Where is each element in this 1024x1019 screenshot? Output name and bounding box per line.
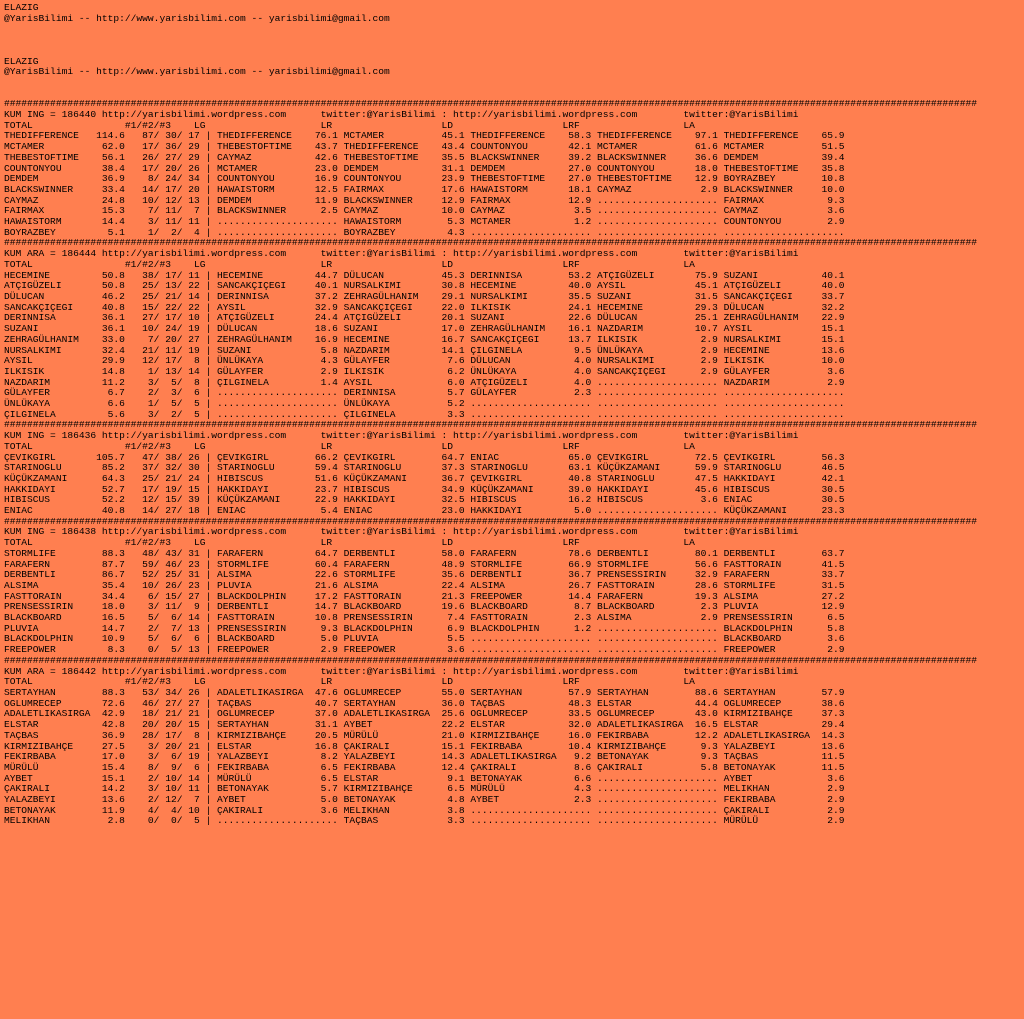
table-row: AYSIL 29.9 12/ 17/ 8 | ÜNLÜKAYA 4.3 GÜLAYFER 7.6 DÜLUCAN 4.0 NURSALKIMI 2.9 ILKISIK 10.0 <box>4 355 845 367</box>
table-row: TAÇBAS 36.9 28/ 17/ 8 | KIRMIZIBAHÇE 20.5 MÜRÜLÜ 21.0 KIRMIZIBAHÇE 16.0 FEKIRBABA 12.2 ADALETLIKASIRGA 14.3 <box>4 729 845 741</box>
table-row: DÜLUCAN 46.2 25/ 21/ 14 | DERINNISA 37.2 ZEHRAGÜLHANIM 29.1 NURSALKIMI 35.5 SUZANI 31.5 SANCAKÇIÇEGI 33.7 <box>4 290 845 302</box>
table-row: FEKIRBABA 17.0 3/ 6/ 19 | YALAZBEYI 8.2 YALAZBEYI 14.3 ADALETLIKASIRGA 9.2 BETONAYAK 9.3 TAÇBAS 11.5 <box>4 751 845 763</box>
table-row: FAIRMAX 15.3 7/ 11/ 7 | BLACKSWINNER 2.5 CAYMAZ 10.0 CAYMAZ 3.5 ..................... CAYMAZ 3.6 <box>4 205 845 217</box>
column-header: TOTAL #1/#2/#3 LG LR LD LRF LA <box>4 440 695 452</box>
table-row: THEDIFFERENCE 114.6 87/ 30/ 17 | THEDIFFERENCE 76.1 MCTAMER 45.1 THEDIFFERENCE 58.3 THEDIFFERENCE 97.1 THEDIFFERENCE 65.9 <box>4 130 845 142</box>
table-row: FARAFERN 87.7 59/ 46/ 23 | STORMLIFE 60.4 FARAFERN 48.9 STORMLIFE 66.9 STORMLIFE 56.6 FASTTORAIN 41.5 <box>4 558 845 570</box>
table-row: ÇEVIKGIRL 105.7 47/ 38/ 26 | ÇEVIKGIRL 66.2 ÇEVIKGIRL 64.7 ENIAC 65.0 ÇEVIKGIRL 72.5 ÇEVIKGIRL 56.3 <box>4 451 845 463</box>
table-row: YALAZBEYI 13.6 2/ 12/ 7 | AYBET 5.0 BETONAYAK 4.8 AYBET 2.3 ..................... FEKIRBABA 2.9 <box>4 794 845 806</box>
table-row: THEBESTOFTIME 56.1 26/ 27/ 29 | CAYMAZ 42.6 THEBESTOFTIME 35.5 BLACKSWINNER 39.2 BLACKSWINNER 36.6 DEMDEM 39.4 <box>4 151 845 163</box>
table-row: ATÇIGÜZELI 50.8 25/ 13/ 22 | SANCAKÇIÇEGI 40.1 NURSALKIMI 30.8 HECEMINE 40.0 AYSIL 45.1 ATÇIGÜZELI 40.0 <box>4 280 845 292</box>
race-title: KUM ING = 186436 http://yarisbilimi.wordpress.com twitter:@YarisBilimi : http://yarisbilimi.wordpress.com twitter:@YarisBilimi <box>4 430 799 442</box>
table-row: GÜLAYFER 6.7 2/ 3/ 6 | ..................... DERINNISA 5.7 GÜLAYFER 2.3 ..................... ..................... <box>4 387 845 399</box>
race-title: KUM ING = 186440 http://yarisbilimi.wordpress.com twitter:@YarisBilimi : http://yarisbilimi.wordpress.com twitter:@YarisBilimi <box>4 109 799 121</box>
table-row: MÜRÜLÜ 15.4 8/ 9/ 6 | FEKIRBABA 6.5 FEKIRBABA 12.4 ÇAKIRALI 8.6 ÇAKIRALI 5.8 BETONAYAK 11.5 <box>4 761 845 773</box>
table-row: DERBENTLI 86.7 52/ 25/ 31 | ALSIMA 22.6 STORMLIFE 35.6 DERBENTLI 36.7 PRENSESSIRIN 32.9 FARAFERN 33.7 <box>4 569 845 581</box>
column-header: TOTAL #1/#2/#3 LG LR LD LRF LA <box>4 258 695 270</box>
table-row: FASTTORAIN 34.4 6/ 15/ 27 | BLACKDOLPHIN 17.2 FASTTORAIN 21.3 FREEPOWER 14.4 FARAFERN 19.3 ALSIMA 27.2 <box>4 590 845 602</box>
section-separator: ######################################################################################################################################################################### <box>4 654 977 666</box>
section-separator: ######################################################################################################################################################################### <box>4 98 977 110</box>
table-row: ELSTAR 42.8 20/ 20/ 15 | SERTAYHAN 31.1 AYBET 22.2 ELSTAR 32.0 ADALETLIKASIRGA 16.5 ELSTAR 29.4 <box>4 719 845 731</box>
table-row: HAKKIDAYI 52.7 17/ 19/ 15 | HAKKIDAYI 23.7 HIBISCUS 34.9 KÜÇÜKZAMANI 39.0 HAKKIDAYI 45.6 HIBISCUS 30.5 <box>4 483 845 495</box>
table-row: ÇILGINELA 5.6 3/ 2/ 5 | ..................... ÇILGINELA 3.3 ..................... ..................... ..................... <box>4 408 845 420</box>
table-row: KÜÇÜKZAMANI 64.3 25/ 21/ 24 | HIBISCUS 51.6 KÜÇÜKZAMANI 36.7 ÇEVIKGIRL 40.8 STARINOGLU 47.5 HAKKIDAYI 42.1 <box>4 472 845 484</box>
section-separator: ######################################################################################################################################################################### <box>4 419 977 431</box>
header-line: @YarisBilimi -- http://www.yarisbilimi.com -- yarisbilimi@gmail.com <box>4 12 390 24</box>
table-row: CAYMAZ 24.8 10/ 12/ 13 | DEMDEM 11.9 BLACKSWINNER 12.9 FAIRMAX 12.9 ..................... FAIRMAX 9.3 <box>4 194 845 206</box>
table-row: ZEHRAGÜLHANIM 33.0 7/ 20/ 27 | ZEHRAGÜLHANIM 16.9 HECEMINE 16.7 SANCAKÇIÇEGI 13.7 ILKISIK 2.9 NURSALKIMI 15.1 <box>4 333 845 345</box>
table-row: BLACKDOLPHIN 10.9 5/ 6/ 6 | BLACKBOARD 5.0 PLUVIA 5.5 ..................... ..................... BLACKBOARD 3.6 <box>4 633 845 645</box>
table-row: SERTAYHAN 88.3 53/ 34/ 26 | ADALETLIKASIRGA 47.6 OGLUMRECEP 55.0 SERTAYHAN 57.9 SERTAYHAN 88.6 SERTAYHAN 57.9 <box>4 687 845 698</box>
table-row: STORMLIFE 88.3 48/ 43/ 31 | FARAFERN 64.7 DERBENTLI 58.0 FARAFERN 78.6 DERBENTLI 80.1 DERBENTLI 63.7 <box>4 547 845 559</box>
table-row: FREEPOWER 8.3 0/ 5/ 13 | FREEPOWER 2.9 FREEPOWER 3.6 ..................... ..................... FREEPOWER 2.9 <box>4 644 845 656</box>
table-row: HECEMINE 50.8 38/ 17/ 11 | HECEMINE 44.7 DÜLUCAN 45.3 DERINNISA 53.2 ATÇIGÜZELI 75.9 SUZANI 40.1 <box>4 269 845 281</box>
table-row: ÇAKIRALI 14.2 3/ 10/ 11 | BETONAYAK 5.7 KIRMIZIBAHÇE 6.5 MÜRÜLÜ 4.3 ..................... MELIKHAN 2.9 <box>4 783 845 795</box>
column-header: TOTAL #1/#2/#3 LG LR LD LRF LA <box>4 119 695 131</box>
table-row: ALSIMA 35.4 10/ 26/ 23 | PLUVIA 21.6 ALSIMA 22.4 ALSIMA 26.7 FASTTORAIN 28.6 STORMLIFE 31.5 <box>4 579 845 591</box>
header-line: ELAZIG <box>4 2 39 13</box>
table-row: BLACKBOARD 16.5 5/ 6/ 14 | FASTTORAIN 10.8 PRENSESSIRIN 7.4 FASTTORAIN 2.3 ALSIMA 2.9 PRENSESSIRIN 6.5 <box>4 612 845 624</box>
table-row: STARINOGLU 85.2 37/ 32/ 30 | STARINOGLU 59.4 STARINOGLU 37.3 STARINOGLU 63.1 KÜÇÜKZAMANI 59.9 STARINOGLU 46.5 <box>4 462 845 474</box>
table-row: NURSALKIMI 32.4 21/ 11/ 19 | SUZANI 5.8 NAZDARIM 14.1 ÇILGINELA 9.5 ÜNLÜKAYA 2.9 HECEMINE 13.6 <box>4 344 845 356</box>
table-row: MCTAMER 62.0 17/ 36/ 29 | THEBESTOFTIME 43.7 THEDIFFERENCE 43.4 COUNTONYOU 42.1 MCTAMER 61.6 MCTAMER 51.5 <box>4 141 845 153</box>
header-line: @YarisBilimi -- http://www.yarisbilimi.com -- yarisbilimi@gmail.com <box>4 66 390 78</box>
table-row: MELIKHAN 2.8 0/ 0/ 5 | ..................... TAÇBAS 3.3 ..................... ..................... MÜRÜLÜ 2.9 <box>4 815 845 827</box>
table-row: KIRMIZIBAHÇE 27.5 3/ 20/ 21 | ELSTAR 16.8 ÇAKIRALI 15.1 FEKIRBABA 10.4 KIRMIZIBAHÇE 9.3 YALAZBEYI 13.6 <box>4 740 845 752</box>
table-row: ILKISIK 14.8 1/ 13/ 14 | GÜLAYFER 2.9 ILKISIK 6.2 ÜNLÜKAYA 4.0 SANCAKÇIÇEGI 2.9 GÜLAYFER 3.6 <box>4 365 845 377</box>
table-row: SANCAKÇIÇEGI 40.8 15/ 22/ 22 | AYSIL 32.9 SANCAKÇIÇEGI 22.0 ILKISIK 24.1 HECEMINE 29.3 DÜLUCAN 32.2 <box>4 301 845 313</box>
table-row: OGLUMRECEP 72.6 46/ 27/ 27 | TAÇBAS 40.7 SERTAYHAN 36.0 TAÇBAS 48.3 ELSTAR 44.4 OGLUMRECEP 38.6 <box>4 697 845 709</box>
table-row: HAWAISTORM 14.4 3/ 11/ 11 | ..................... HAWAISTORM 5.3 MCTAMER 1.2 ..................... COUNTONYOU 2.9 <box>4 216 845 228</box>
table-row: ADALETLIKASIRGA 42.9 18/ 21/ 21 | OGLUMRECEP 37.0 ADALETLIKASIRGA 25.6 OGLUMRECEP 33.5 OGLUMRECEP 43.0 KIRMIZIBAHÇE 37.3 <box>4 708 845 720</box>
race-title: KUM ING = 186438 http://yarisbilimi.wordpress.com twitter:@YarisBilimi : http://yarisbilimi.wordpress.com twitter:@YarisBilimi <box>4 526 799 538</box>
column-header: TOTAL #1/#2/#3 LG LR LD LRF LA <box>4 537 695 549</box>
table-row: BOYRAZBEY 5.1 1/ 2/ 4 | ..................... BOYRAZBEY 4.3 ..................... ..................... ..................... <box>4 226 845 238</box>
header-line: ELAZIG <box>4 55 39 67</box>
table-row: BETONAYAK 11.9 4/ 4/ 10 | ÇAKIRALI 3.6 MELIKHAN 3.8 ..................... ..................... ÇAKIRALI 2.9 <box>4 804 845 816</box>
race-title: KUM ARA = 186444 http://yarisbilimi.wordpress.com twitter:@YarisBilimi : http://yarisbilimi.wordpress.com twitter:@YarisBilimi <box>4 248 799 260</box>
table-row: BLACKSWINNER 33.4 14/ 17/ 20 | HAWAISTORM 12.5 FAIRMAX 17.6 HAWAISTORM 18.1 CAYMAZ 2.9 BLACKSWINNER 10.0 <box>4 183 845 195</box>
table-row: ENIAC 40.8 14/ 27/ 18 | ENIAC 5.4 ENIAC 23.0 HAKKIDAYI 5.0 ..................... KÜÇÜKZAMANI 23.3 <box>4 505 845 517</box>
table-row: SUZANI 36.1 10/ 24/ 19 | DÜLUCAN 18.6 SUZANI 17.0 ZEHRAGÜLHANIM 16.1 NAZDARIM 10.7 AYSIL 15.1 <box>4 323 845 335</box>
table-row: DERINNISA 36.1 27/ 17/ 10 | ATÇIGÜZELI 24.4 ATÇIGÜZELI 20.1 SUZANI 22.6 DÜLUCAN 25.1 ZEHRAGÜLHANIM 22.9 <box>4 312 845 324</box>
table-row: HIBISCUS 52.2 12/ 15/ 39 | KÜÇÜKZAMANI 22.9 HAKKIDAYI 32.5 HIBISCUS 16.2 HIBISCUS 3.6 ENIAC 30.5 <box>4 494 845 506</box>
table-row: DEMDEM 36.9 8/ 24/ 34 | COUNTONYOU 16.9 COUNTONYOU 23.9 THEBESTOFTIME 27.0 THEBESTOFTIME 12.9 BOYRAZBEY 10.8 <box>4 173 845 185</box>
race-title: KUM ARA = 186442 http://yarisbilimi.wordpress.com twitter:@YarisBilimi : http://yarisbilimi.wordpress.com twitter:@YarisBilimi <box>4 665 799 677</box>
section-separator: ######################################################################################################################################################################### <box>4 515 977 527</box>
table-row: PLUVIA 14.7 2/ 7/ 13 | PRENSESSIRIN 9.3 BLACKDOLPHIN 6.9 BLACKDOLPHIN 1.2 ..................... BLACKDOLPHIN 5.8 <box>4 622 845 634</box>
column-header: TOTAL #1/#2/#3 LG LR LD LRF LA <box>4 676 695 688</box>
table-row: AYBET 15.1 2/ 10/ 14 | MÜRÜLÜ 6.5 ELSTAR 9.1 BETONAYAK 6.6 ..................... AYBET 3.6 <box>4 772 845 784</box>
table-row: PRENSESSIRIN 18.0 3/ 11/ 9 | DERBENTLI 14.7 BLACKBOARD 19.6 BLACKBOARD 8.7 BLACKBOARD 2.3 PLUVIA 12.9 <box>4 601 845 613</box>
table-row: ÜNLÜKAYA 6.6 1/ 5/ 5 | ..................... ÜNLÜKAYA 5.2 ..................... ..................... ..................... <box>4 398 845 410</box>
section-separator: ######################################################################################################################################################################### <box>4 237 977 249</box>
table-row: NAZDARIM 11.2 3/ 5/ 8 | ÇILGINELA 1.4 AYSIL 6.0 ATÇIGÜZELI 4.0 ..................... NAZDARIM 2.9 <box>4 376 845 388</box>
table-row: COUNTONYOU 38.4 17/ 20/ 26 | MCTAMER 23.0 DEMDEM 31.1 DEMDEM 27.0 COUNTONYOU 18.0 THEBESTOFTIME 35.8 <box>4 162 845 174</box>
